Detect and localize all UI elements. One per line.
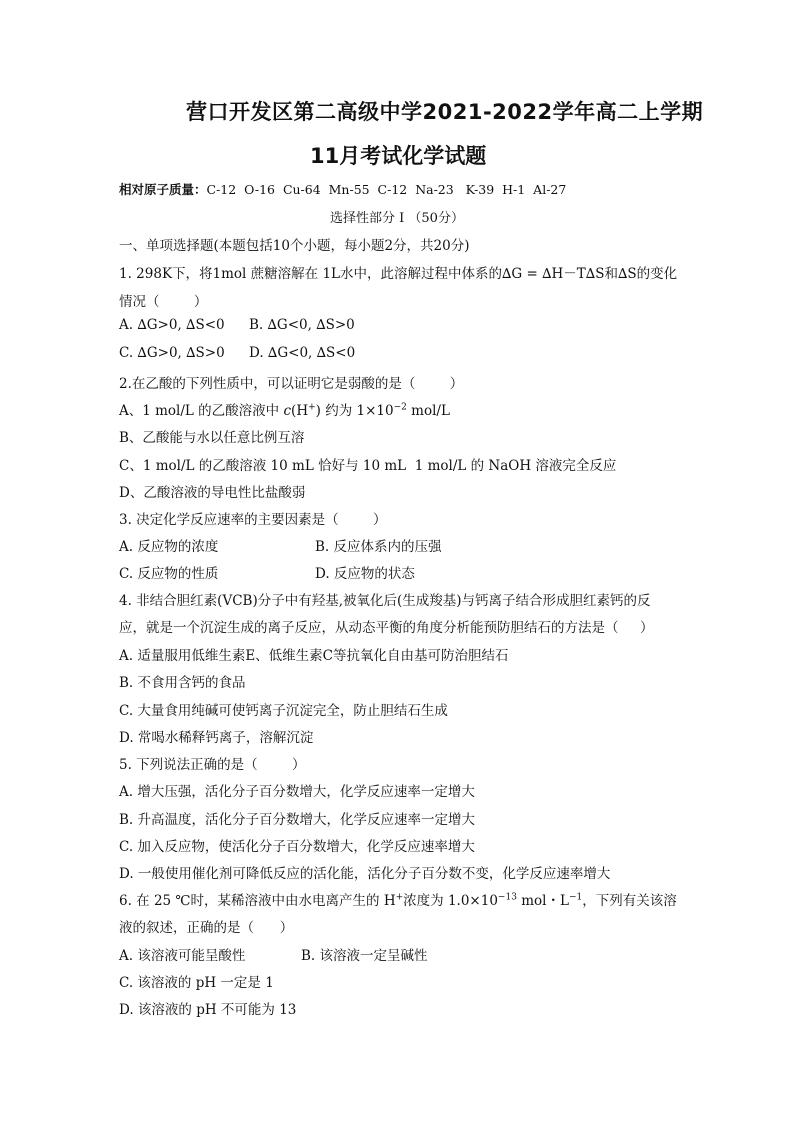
q2-option-a-post: ) 约为 1×10 — [315, 403, 394, 419]
q2-option-a — [119, 399, 450, 419]
q6-option-d: D. 该溶液的 pH 不可能为 13 — [119, 1002, 297, 1018]
q2-option-a-ion: (H — [291, 403, 309, 419]
q5-stem: 5. 下列说法正确的是（ ） — [119, 757, 306, 773]
q4-option-d: D. 常喝水稀释钙离子，溶解沉淀 — [119, 730, 314, 746]
q1-option-c: C. ∆G>0, ∆S>0 — [119, 345, 225, 361]
q1-option-b: B. ∆G<0, ∆S>0 — [249, 317, 355, 333]
q6-option-b: B. 该溶液一定呈碱性 — [301, 948, 428, 964]
q5-option-b: B. 升高温度，活化分子百分数增大，化学反应速率一定增大 — [119, 812, 476, 828]
atomic-masses-values: C-12 O-16 Cu-64 Mn-55 C-12 Na-23 K-39 H-1 Al-27 — [206, 182, 567, 197]
q6-stem-unit: mol・L — [516, 893, 569, 909]
q2-option-a-unit: mol/L — [406, 403, 450, 419]
q3-stem: 3. 决定化学反应速率的主要因素是（ ） — [119, 512, 387, 528]
q1-stem-line2: 情况（ ） — [119, 294, 208, 310]
q5-option-c: C. 加入反应物，使活化分子百分数增大，化学反应速率增大 — [119, 839, 475, 855]
q2-option-b: B、乙酸能与水以任意比例互溶 — [119, 430, 305, 446]
q2-option-c: C、1 mol/L 的乙酸溶液 10 mL 恰好与 10 mL 1 mol/L 的 NaOH 溶液完全反应 — [119, 458, 617, 474]
q1-option-a: A. ∆G>0, ∆S<0 — [119, 317, 225, 333]
q4-stem-line1: 4. 非结合胆红素(VCB)分子中有羟基,被氧化后(生成羧基)与钙离子结合形成胆红素钙的反 — [119, 593, 651, 609]
q6-stem-pre: 6. 在 25 ℃时，某稀溶液中由水电离产生的 H — [119, 893, 396, 909]
q4-option-c: C. 大量食用纯碱可使钙离子沉淀完全，防止胆结石生成 — [119, 703, 448, 719]
q5-option-a: A. 增大压强，活化分子百分数增大，化学反应速率一定增大 — [119, 784, 475, 800]
q1-options-row2 — [119, 345, 355, 361]
exam-title-line2: 11月考试化学试题 — [310, 144, 487, 168]
q3-option-c: C. 反应物的性质 — [119, 566, 219, 582]
q2-option-a-exp: −2 — [393, 402, 407, 413]
q2-option-d: D、乙酸溶液的导电性比盐酸弱 — [119, 485, 306, 501]
q6-stem-sup1: + — [395, 892, 404, 903]
q3-option-b: B. 反应体系内的压强 — [315, 539, 442, 555]
q2-option-a-c: c — [283, 403, 292, 419]
q3-option-d: D. 反应物的状态 — [315, 566, 415, 582]
q2-option-a-sup: + — [308, 402, 316, 413]
q2-option-a-pre: A、1 mol/L 的乙酸溶液中 — [119, 403, 284, 419]
q6-options-row1 — [119, 944, 428, 964]
q4-option-b: B. 不食用含钙的食品 — [119, 675, 246, 691]
atomic-masses-label: 相对原子质量： — [119, 182, 207, 197]
q3-options-row2 — [119, 562, 415, 582]
atomic-masses — [119, 180, 566, 198]
q1-option-d: D. ∆G<0, ∆S<0 — [249, 345, 356, 361]
q6-option-c: C. 该溶液的 pH 一定是 1 — [119, 975, 274, 991]
exam-title-line1: 营口开发区第二高级中学2021-2022学年高二上学期 — [186, 100, 704, 124]
q5-option-d: D. 一般使用催化剂可降低反应的活化能，活化分子百分数不变，化学反应速率增大 — [119, 866, 611, 882]
section-title: 选择性部分 I （50分） — [330, 211, 464, 226]
q6-stem-line2: 液的叙述，正确的是（ ） — [119, 920, 294, 936]
q6-option-a: A. 该溶液可能呈酸性 — [119, 948, 246, 964]
q3-options-row1 — [119, 535, 442, 555]
q4-stem-line2: 应，就是一个沉淀生成的离子反应，从动态平衡的角度分析能预防胆结石的方法是（ ） — [119, 620, 654, 636]
q6-stem-line1 — [119, 889, 677, 909]
q4-option-a: A. 适量服用低维生素E、低维生素C等抗氧化自由基可防治胆结石 — [119, 648, 509, 664]
part-one-heading: 一、单项选择题(本题包括10个小题，每小题2分，共20分) — [119, 238, 470, 254]
q6-stem-sup2: −13 — [497, 892, 517, 903]
q2-stem: 2.在乙酸的下列性质中，可以证明它是弱酸的是（ ） — [119, 376, 464, 392]
q3-option-a: A. 反应物的浓度 — [119, 539, 219, 555]
q1-stem-line1: 1. 298K下，将1mol 蔗糖溶解在 1L水中，此溶解过程中体系的∆G = ∆H－T∆S和∆S的变化 — [119, 266, 678, 282]
q6-stem-sup3: −1 — [568, 892, 583, 903]
q6-stem-mid: 浓度为 1.0×10 — [403, 893, 498, 909]
q1-options-row1 — [119, 317, 355, 333]
q6-stem-post: ，下列有关该溶 — [582, 893, 677, 909]
